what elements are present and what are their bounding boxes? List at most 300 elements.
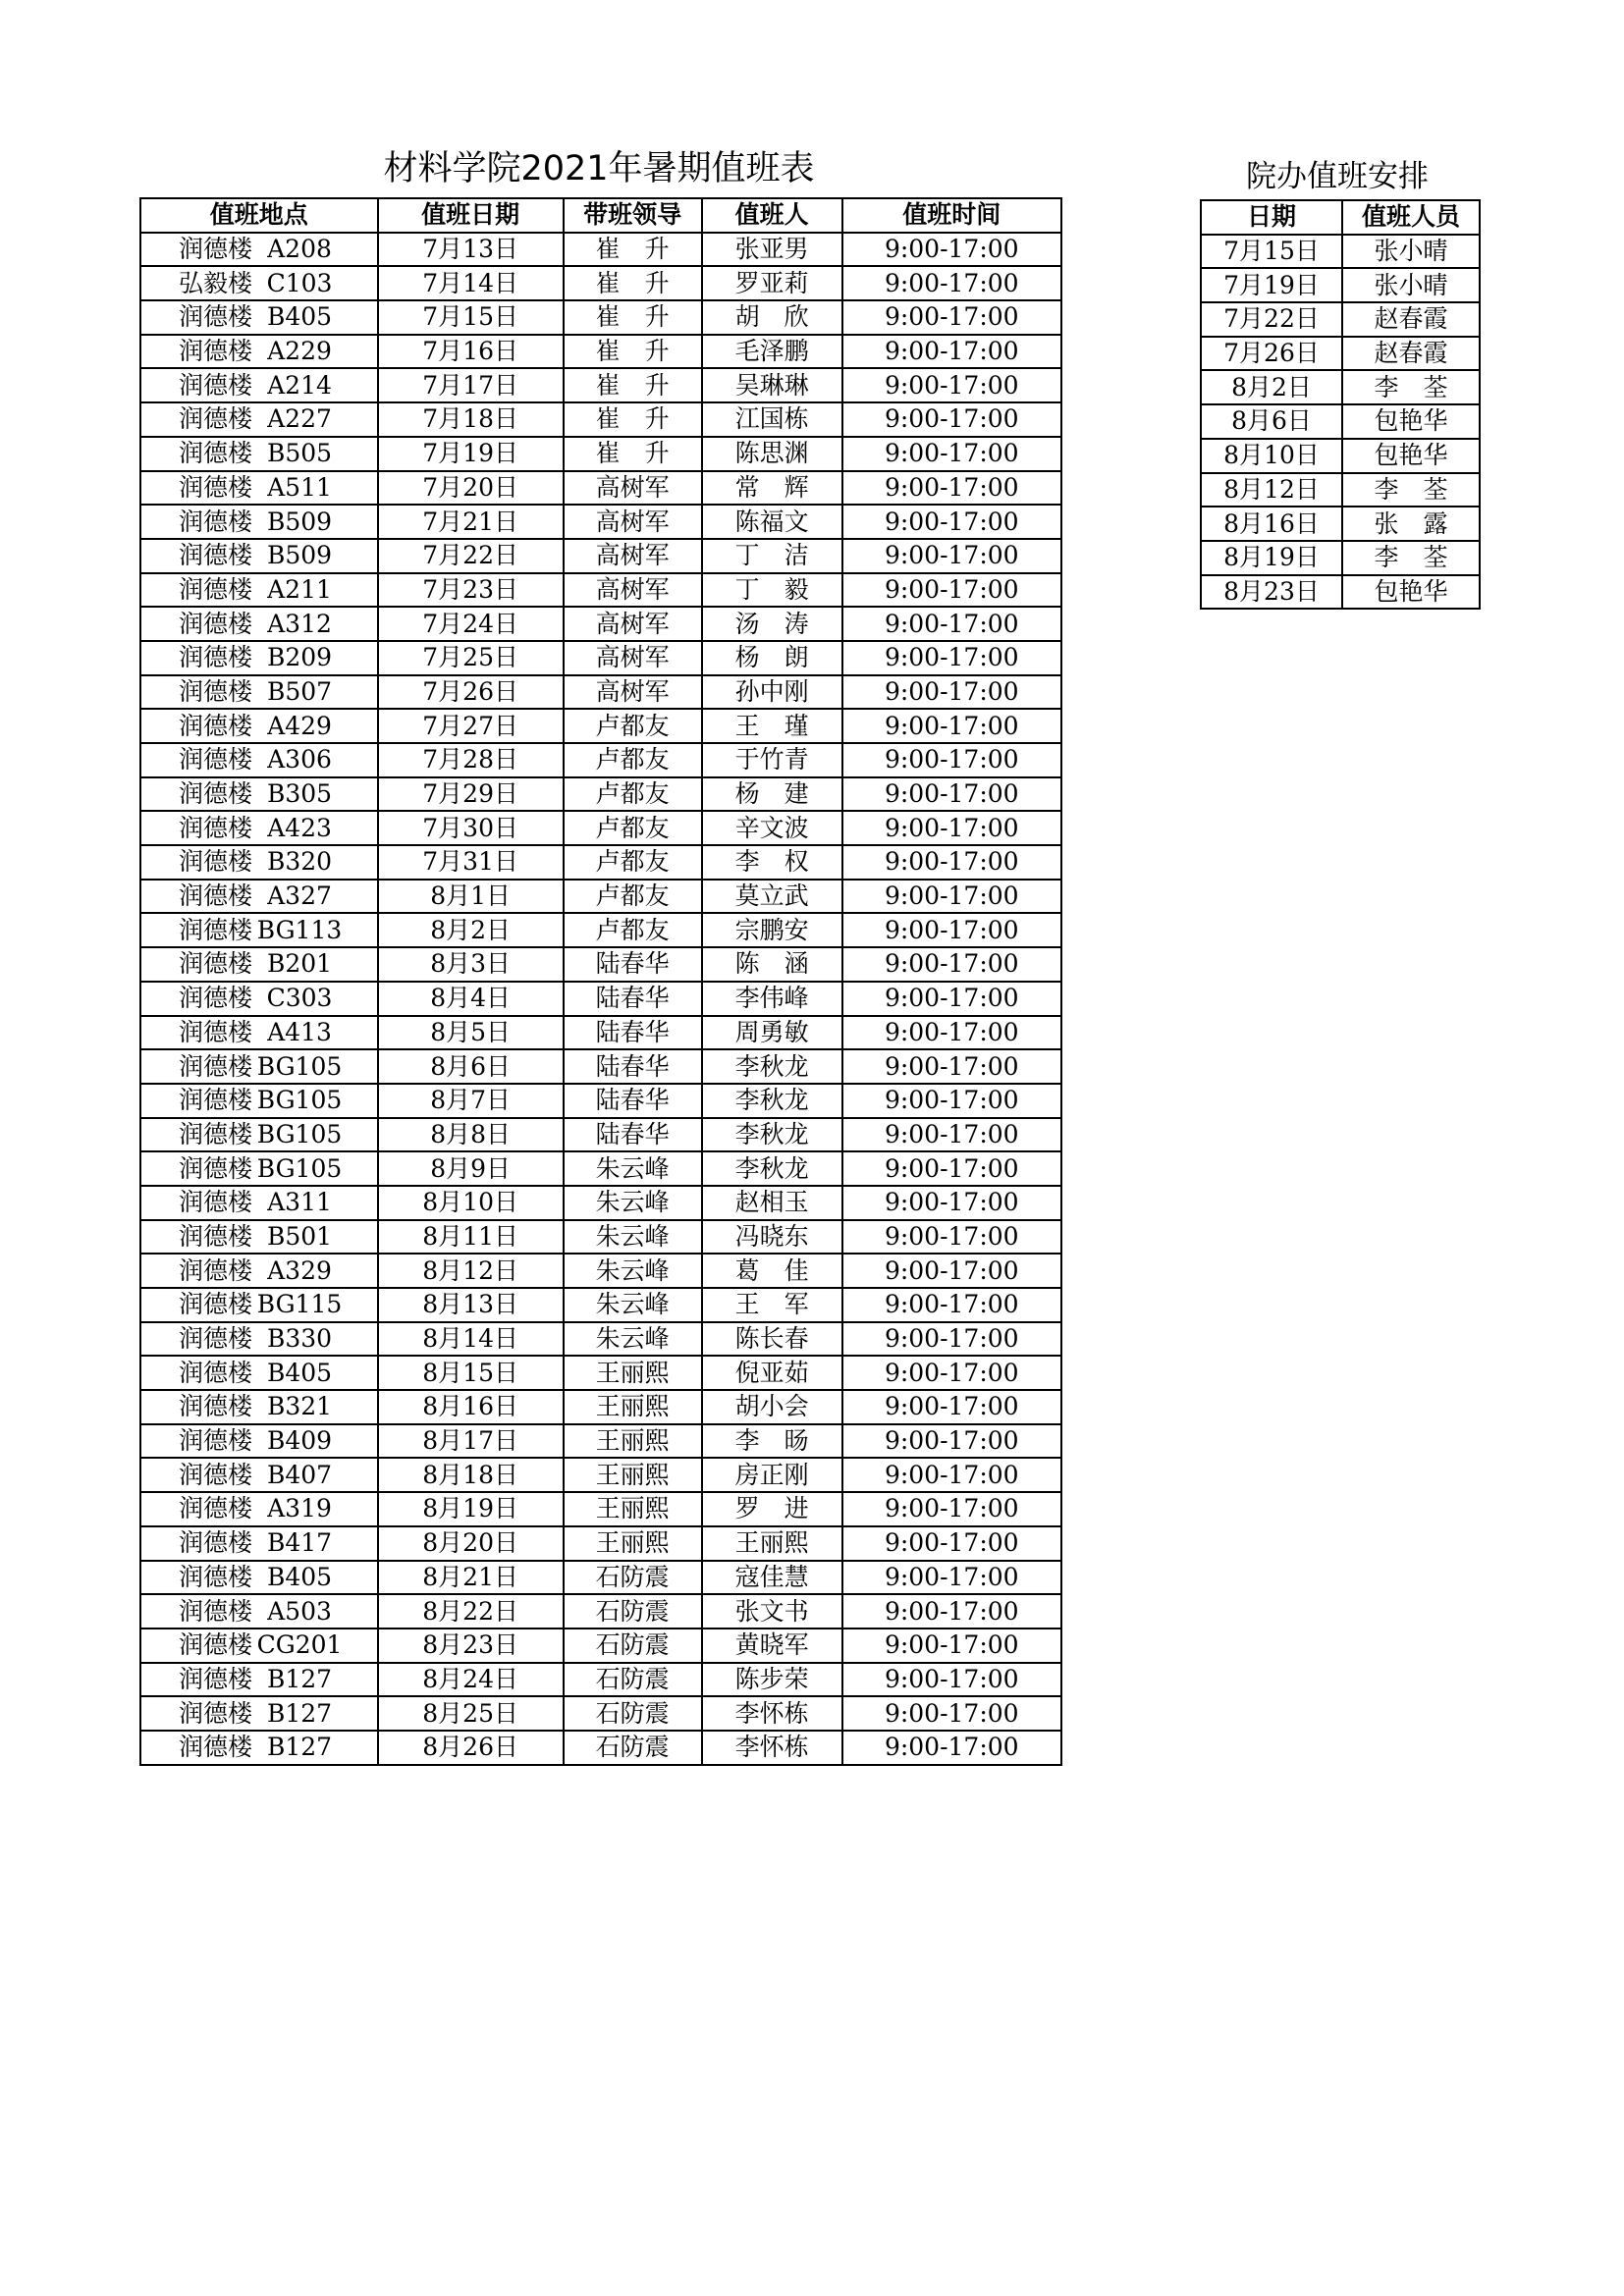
date-cell: 8月18日 [378,1458,564,1492]
location-cell [140,1663,378,1697]
time-cell: 9:00-17:00 [842,573,1061,608]
location-cell [140,368,378,402]
table-row [140,641,1061,675]
room-number: BG105 [256,1119,343,1148]
location-cell [140,641,378,675]
date-cell: 8月17日 [378,1424,564,1459]
time-cell: 9:00-17:00 [842,1663,1061,1697]
building-name: 润德楼 [179,1086,253,1115]
table-row [140,1186,1061,1220]
staff-cell: 丁 洁 [702,539,842,573]
leader-cell: 崔 升 [564,437,702,471]
location-cell [140,947,378,982]
time-cell: 9:00-17:00 [842,811,1061,845]
staff-cell: 莫立武 [702,880,842,914]
leader-cell: 王丽熙 [564,1390,702,1424]
time-cell: 9:00-17:00 [842,709,1061,743]
staff-cell: 王丽熙 [702,1526,842,1561]
time-cell: 9:00-17:00 [842,1220,1061,1255]
date-cell: 7月25日 [378,641,564,675]
office-staff-cell: 赵春霞 [1342,337,1480,371]
page-title: 材料学院2021年暑期值班表 [383,149,815,188]
date-cell: 8月19日 [378,1492,564,1526]
office-date-cell: 8月12日 [1201,473,1342,507]
building-name: 润德楼 [179,1528,253,1558]
staff-cell: 陈思渊 [702,437,842,471]
duty-schedule-body [140,233,1061,1765]
location-cell [140,913,378,947]
table-row [140,743,1061,777]
building-name: 润德楼 [179,574,253,604]
date-cell: 7月14日 [378,266,564,300]
date-cell: 8月11日 [378,1220,564,1255]
time-cell: 9:00-17:00 [842,1696,1061,1731]
staff-cell: 李 权 [702,845,842,880]
leader-cell: 卢都友 [564,743,702,777]
staff-cell: 房正刚 [702,1458,842,1492]
office-row [1201,439,1480,473]
room-number: A319 [267,1494,332,1523]
building-name: 弘毅楼 [179,268,253,297]
building-name: 润德楼 [179,1426,253,1456]
time-cell: 9:00-17:00 [842,1049,1061,1084]
location-cell [140,1458,378,1492]
leader-cell: 石防震 [564,1561,702,1595]
date-cell: 8月4日 [378,982,564,1016]
building-name: 润德楼 [179,1290,253,1319]
location-cell [140,1629,378,1663]
time-cell: 9:00-17:00 [842,402,1061,437]
location-cell [140,1254,378,1288]
staff-cell: 宗鹏安 [702,913,842,947]
table-row [140,1254,1061,1288]
building-name: 润德楼 [179,745,253,774]
office-row [1201,473,1480,507]
date-cell: 7月13日 [378,233,564,267]
leader-cell: 朱云峰 [564,1288,702,1322]
header-location: 值班地点 [140,198,378,233]
staff-cell: 黄晓军 [702,1629,842,1663]
time-cell: 9:00-17:00 [842,539,1061,573]
time-cell: 9:00-17:00 [842,1151,1061,1186]
date-cell: 8月10日 [378,1186,564,1220]
building-name: 润德楼 [179,1153,253,1183]
room-number: B501 [266,1221,333,1251]
staff-cell: 杨 建 [702,777,842,812]
building-name: 润德楼 [179,337,253,366]
leader-cell: 高树军 [564,505,702,539]
building-name: 润德楼 [179,1630,253,1660]
building-name: 润德楼 [179,1255,253,1285]
table-row [140,1663,1061,1697]
leader-cell: 石防震 [564,1594,702,1629]
date-cell: 8月25日 [378,1696,564,1731]
leader-cell: 高树军 [564,539,702,573]
time-cell: 9:00-17:00 [842,471,1061,506]
time-cell: 9:00-17:00 [842,743,1061,777]
table-row [140,1049,1061,1084]
time-cell: 9:00-17:00 [842,300,1061,335]
building-name: 润德楼 [179,949,253,979]
location-cell [140,1594,378,1629]
location-cell [140,1016,378,1050]
staff-cell: 陈步荣 [702,1663,842,1697]
room-number: B405 [266,1358,333,1387]
room-number: B305 [266,779,333,809]
leader-cell: 卢都友 [564,709,702,743]
header-date: 值班日期 [378,198,564,233]
office-staff-cell: 包艳华 [1342,439,1480,473]
leader-cell: 陆春华 [564,1049,702,1084]
building-name: 润德楼 [179,1119,253,1148]
room-number: B505 [266,439,333,468]
location-cell [140,1390,378,1424]
time-cell: 9:00-17:00 [842,1731,1061,1765]
building-name: 润德楼 [179,847,253,877]
office-date-cell: 7月22日 [1201,302,1342,337]
office-duty-table [1200,199,1481,610]
location-cell [140,1424,378,1459]
building-name: 润德楼 [179,676,253,706]
table-row [140,811,1061,845]
leader-cell: 王丽熙 [564,1458,702,1492]
room-number: B509 [266,507,333,536]
staff-cell: 吴琳琳 [702,368,842,402]
office-date-cell: 8月23日 [1201,575,1342,610]
leader-cell: 陆春华 [564,947,702,982]
time-cell: 9:00-17:00 [842,1186,1061,1220]
building-name: 润德楼 [179,609,253,638]
leader-cell: 朱云峰 [564,1254,702,1288]
table-row [140,1390,1061,1424]
date-cell: 7月15日 [378,300,564,335]
time-cell: 9:00-17:00 [842,607,1061,641]
time-cell: 9:00-17:00 [842,1561,1061,1595]
location-cell [140,539,378,573]
building-name: 润德楼 [179,541,253,570]
building-name: 润德楼 [179,1562,253,1591]
leader-cell: 高树军 [564,641,702,675]
date-cell: 8月22日 [378,1594,564,1629]
staff-cell: 李 旸 [702,1424,842,1459]
building-name: 润德楼 [179,915,253,944]
office-date-cell: 8月19日 [1201,541,1342,575]
staff-cell: 罗亚莉 [702,266,842,300]
office-staff-cell: 张 露 [1342,507,1480,541]
date-cell: 8月14日 [378,1322,564,1357]
leader-cell: 高树军 [564,573,702,608]
location-cell [140,1118,378,1152]
leader-cell: 高树军 [564,675,702,710]
table-row [140,1220,1061,1255]
room-number: B209 [266,643,333,672]
office-row [1201,370,1480,404]
date-cell: 8月9日 [378,1151,564,1186]
room-number: A311 [267,1188,332,1217]
room-number: BG105 [256,1086,343,1115]
time-cell: 9:00-17:00 [842,1492,1061,1526]
date-cell: 7月29日 [378,777,564,812]
date-cell: 8月6日 [378,1049,564,1084]
time-cell: 9:00-17:00 [842,1288,1061,1322]
time-cell: 9:00-17:00 [842,1458,1061,1492]
staff-cell: 辛文波 [702,811,842,845]
table-row [140,1629,1061,1663]
table-row [140,266,1061,300]
room-number: B330 [266,1324,333,1354]
office-date-cell: 7月19日 [1201,268,1342,302]
table-row [140,845,1061,880]
leader-cell: 陆春华 [564,1084,702,1118]
staff-cell: 罗 进 [702,1492,842,1526]
date-cell: 7月16日 [378,335,564,369]
leader-cell: 卢都友 [564,811,702,845]
date-cell: 7月24日 [378,607,564,641]
table-row [140,777,1061,812]
staff-cell: 胡 欣 [702,300,842,335]
location-cell [140,811,378,845]
room-number: BG105 [256,1153,343,1183]
building-name: 润德楼 [179,370,253,400]
staff-cell: 汤 涛 [702,607,842,641]
time-cell: 9:00-17:00 [842,982,1061,1016]
location-cell [140,1151,378,1186]
building-name: 润德楼 [179,813,253,842]
time-cell: 9:00-17:00 [842,1322,1061,1357]
date-cell: 7月26日 [378,675,564,710]
room-number: A227 [267,404,332,434]
time-cell: 9:00-17:00 [842,505,1061,539]
room-number: A503 [267,1596,332,1626]
date-cell: 8月26日 [378,1731,564,1765]
table-row [140,300,1061,335]
office-staff-cell: 李 荃 [1342,473,1480,507]
building-name: 润德楼 [179,404,253,434]
staff-cell: 王 瑾 [702,709,842,743]
room-number: A312 [267,609,332,638]
building-name: 润德楼 [179,1051,253,1081]
office-header-row [1201,200,1480,235]
room-number: A306 [267,745,332,774]
staff-cell: 孙中刚 [702,675,842,710]
building-name: 润德楼 [179,235,253,264]
room-number: B509 [266,541,333,570]
date-cell: 7月20日 [378,471,564,506]
room-number: A329 [267,1255,332,1285]
table-row [140,709,1061,743]
building-name: 润德楼 [179,984,253,1013]
office-staff-cell: 包艳华 [1342,575,1480,610]
leader-cell: 卢都友 [564,913,702,947]
leader-cell: 崔 升 [564,402,702,437]
staff-cell: 陈长春 [702,1322,842,1357]
location-cell [140,845,378,880]
staff-cell: 毛泽鹏 [702,335,842,369]
room-number: A511 [267,472,332,502]
header-time: 值班时间 [842,198,1061,233]
table-row [140,1016,1061,1050]
date-cell: 7月30日 [378,811,564,845]
leader-cell: 朱云峰 [564,1151,702,1186]
staff-cell: 李秋龙 [702,1084,842,1118]
time-cell: 9:00-17:00 [842,675,1061,710]
room-number: A208 [267,235,332,264]
leader-cell: 朱云峰 [564,1322,702,1357]
office-date-cell: 7月15日 [1201,235,1342,269]
room-number: B409 [266,1426,333,1456]
building-name: 润德楼 [179,1221,253,1251]
room-number: B127 [266,1698,333,1728]
room-number: C303 [266,984,333,1013]
location-cell [140,743,378,777]
office-staff-cell: 包艳华 [1342,404,1480,439]
room-number: A413 [267,1017,332,1046]
staff-cell: 冯晓东 [702,1220,842,1255]
room-number: B201 [266,949,333,979]
staff-cell: 李怀栋 [702,1696,842,1731]
staff-cell: 李秋龙 [702,1118,842,1152]
table-row [140,1356,1061,1390]
date-cell: 8月21日 [378,1561,564,1595]
date-cell: 7月22日 [378,539,564,573]
staff-cell: 于竹青 [702,743,842,777]
room-number: C103 [266,268,333,297]
office-staff-cell: 李 荃 [1342,541,1480,575]
time-cell: 9:00-17:00 [842,641,1061,675]
location-cell [140,777,378,812]
date-cell: 7月19日 [378,437,564,471]
building-name: 润德楼 [179,1324,253,1354]
room-number: B405 [266,1562,333,1591]
building-name: 润德楼 [179,1460,253,1489]
building-name: 润德楼 [179,881,253,911]
staff-cell: 胡小会 [702,1390,842,1424]
room-number: A211 [267,574,332,604]
table-row [140,368,1061,402]
office-row [1201,575,1480,610]
date-cell: 8月23日 [378,1629,564,1663]
staff-cell: 江国栋 [702,402,842,437]
leader-cell: 石防震 [564,1696,702,1731]
location-cell [140,1220,378,1255]
office-row [1201,235,1480,269]
location-cell [140,1186,378,1220]
staff-cell: 寇佳慧 [702,1561,842,1595]
table-row [140,1696,1061,1731]
staff-cell: 李伟峰 [702,982,842,1016]
office-duty-title: 院办值班安排 [1246,159,1429,194]
leader-cell: 陆春华 [564,1016,702,1050]
office-header-date: 日期 [1201,200,1342,235]
location-cell [140,335,378,369]
staff-cell: 常 辉 [702,471,842,506]
location-cell [140,1356,378,1390]
table-row [140,233,1061,267]
time-cell: 9:00-17:00 [842,1016,1061,1050]
date-cell: 8月16日 [378,1390,564,1424]
staff-cell: 丁 毅 [702,573,842,608]
time-cell: 9:00-17:00 [842,1594,1061,1629]
table-row [140,1118,1061,1152]
location-cell [140,573,378,608]
office-row [1201,507,1480,541]
time-cell: 9:00-17:00 [842,368,1061,402]
table-row [140,1526,1061,1561]
room-number: BG105 [256,1051,343,1081]
room-number: B407 [266,1460,333,1489]
staff-cell: 陈福文 [702,505,842,539]
room-number: CG201 [256,1630,343,1660]
time-cell: 9:00-17:00 [842,1424,1061,1459]
building-name: 润德楼 [179,711,253,740]
header-staff: 值班人 [702,198,842,233]
building-name: 润德楼 [179,439,253,468]
header-leader: 带班领导 [564,198,702,233]
leader-cell: 高树军 [564,607,702,641]
building-name: 润德楼 [179,1392,253,1421]
time-cell: 9:00-17:00 [842,1118,1061,1152]
time-cell: 9:00-17:00 [842,947,1061,982]
staff-cell: 张亚男 [702,233,842,267]
room-number: B417 [266,1528,333,1558]
office-staff-cell: 李 荃 [1342,370,1480,404]
building-name: 润德楼 [179,1664,253,1693]
office-date-cell: 8月10日 [1201,439,1342,473]
date-cell: 8月8日 [378,1118,564,1152]
staff-cell: 倪亚茹 [702,1356,842,1390]
room-number: B320 [266,847,333,877]
building-name: 润德楼 [179,643,253,672]
location-cell [140,1322,378,1357]
time-cell: 9:00-17:00 [842,266,1061,300]
time-cell: 9:00-17:00 [842,1356,1061,1390]
building-name: 润德楼 [179,1596,253,1626]
office-staff-cell: 张小晴 [1342,268,1480,302]
building-name: 润德楼 [179,472,253,502]
room-number: BG115 [256,1290,343,1319]
date-cell: 7月17日 [378,368,564,402]
table-row [140,1594,1061,1629]
location-cell [140,675,378,710]
room-number: B127 [266,1733,333,1762]
staff-cell: 李秋龙 [702,1049,842,1084]
table-row [140,539,1061,573]
table-row [140,1322,1061,1357]
office-staff-cell: 赵春霞 [1342,302,1480,337]
time-cell: 9:00-17:00 [842,335,1061,369]
room-number: A429 [267,711,332,740]
leader-cell: 卢都友 [564,880,702,914]
table-row [140,1151,1061,1186]
date-cell: 7月27日 [378,709,564,743]
leader-cell: 崔 升 [564,233,702,267]
table-row [140,982,1061,1016]
office-date-cell: 7月26日 [1201,337,1342,371]
time-cell: 9:00-17:00 [842,845,1061,880]
staff-cell: 李秋龙 [702,1151,842,1186]
staff-cell: 葛 佳 [702,1254,842,1288]
date-cell: 8月15日 [378,1356,564,1390]
table-row [140,505,1061,539]
room-number: A214 [267,370,332,400]
room-number: B127 [266,1664,333,1693]
time-cell: 9:00-17:00 [842,233,1061,267]
location-cell [140,1561,378,1595]
date-cell: 7月28日 [378,743,564,777]
table-row [140,471,1061,506]
leader-cell: 朱云峰 [564,1186,702,1220]
date-cell: 8月20日 [378,1526,564,1561]
